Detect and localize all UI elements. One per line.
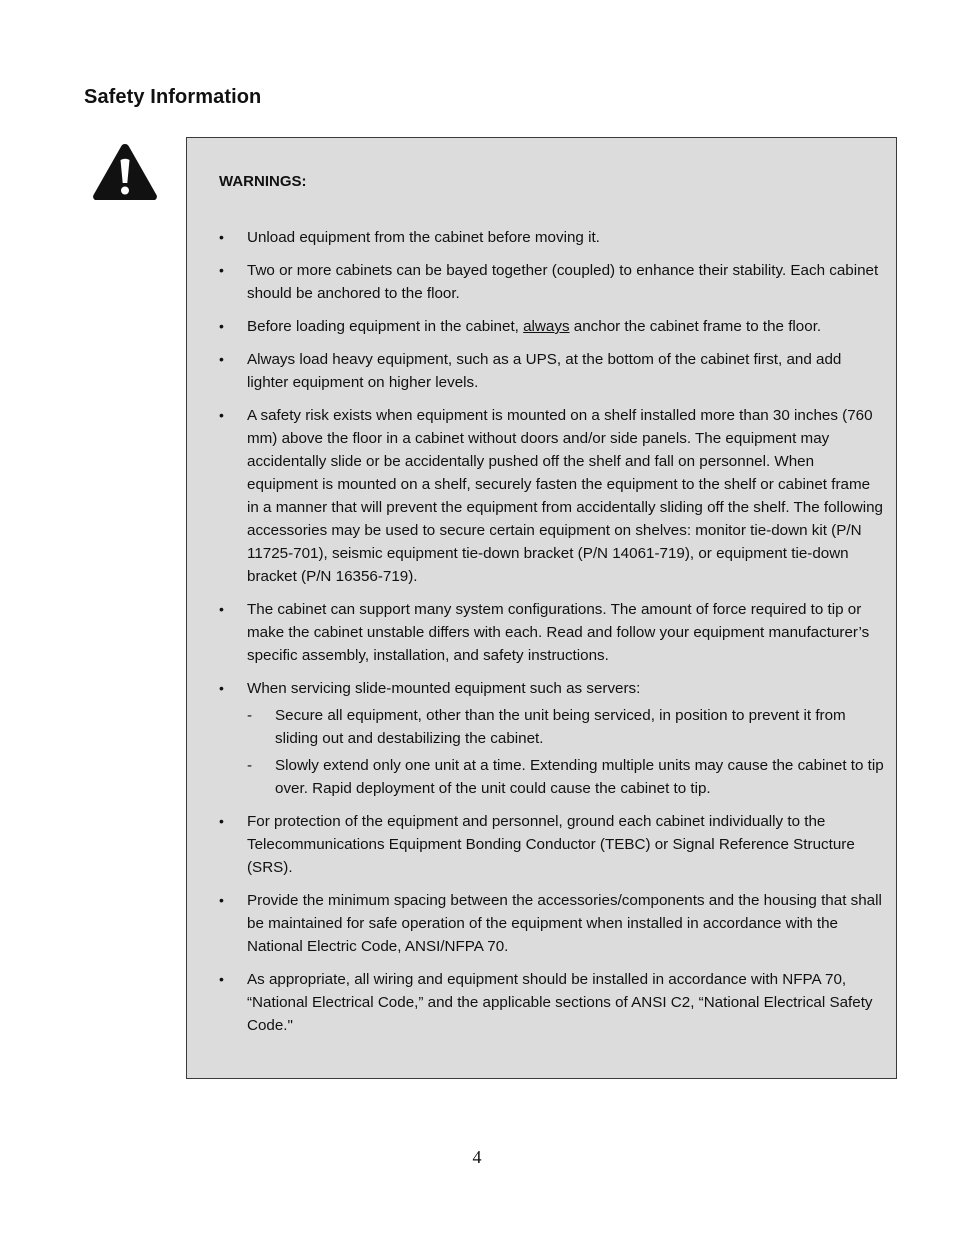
warning-text: Two or more cabinets can be bayed together (coupled) to enhance their stability. Each cabinet should be anchored to the floor. — [247, 262, 879, 302]
page-number: 4 — [472, 1147, 482, 1167]
warning-sub-item — [247, 704, 886, 750]
bullet-icon: • — [219, 601, 224, 617]
dash-icon: - — [247, 757, 253, 774]
warning-sub-item — [247, 754, 886, 800]
warning-text: As appropriate, all wiring and equipment should be installed in accordance with NFPA 70, “National Electrical Code,” and the applicable sections of ANSI C2, “National Electrical Safety Code." — [247, 971, 873, 1034]
page-title: Safety Information — [84, 86, 262, 108]
warning-text: The cabinet can support many system configurations. The amount of force required to tip or make the cabinet unstable differs with each. Read and follow your equipment manufacturer’s specific assembly, installation, and safety instructions. — [247, 601, 870, 664]
warning-text: A safety risk exists when equipment is mounted on a shelf installed more than 30 inches (760 mm) above the floor in a cabinet without doors and/or side panels. The equipment may accidentally slide or be accidentally pushed off the shelf and fall on personnel. When equipment is mounted on a shelf, securely fasten the equipment to the shelf or cabinet frame in a manner that will prevent the equipment from accidentally sliding off the shelf. The following accessories may be used to secure certain equipment on shelves: monitor tie-down kit (P/N 11725-701), seismic equipment tie-down bracket (P/N 14061-719), or equipment tie-down bracket (P/N 16356-719). — [247, 407, 883, 585]
warning-text: Unload equipment from the cabinet before moving it. — [247, 229, 600, 246]
warnings-box — [186, 137, 897, 1079]
warning-item — [219, 315, 886, 338]
warning-text: Provide the minimum spacing between the accessories/components and the housing that shall be maintained for safe operation of the equipment when installed in accordance with the National Electric Code, ANSI/NFPA 70. — [247, 892, 882, 955]
warning-sub-text: Slowly extend only one unit at a time. Extending multiple units may cause the cabinet to tip over. Rapid deployment of the unit could cause the cabinet to tip. — [275, 757, 884, 797]
warning-item — [219, 259, 886, 305]
bullet-icon: • — [219, 971, 224, 987]
warning-text: Always load heavy equipment, such as a UPS, at the bottom of the cabinet first, and add lighter equipment on higher levels. — [247, 351, 842, 391]
warning-triangle-icon — [90, 141, 160, 203]
warning-text: When servicing slide-mounted equipment such as servers: — [247, 680, 641, 697]
bullet-icon: • — [219, 318, 224, 334]
warning-item — [219, 810, 886, 879]
bullet-icon: • — [219, 813, 224, 829]
warning-item — [219, 348, 886, 394]
warning-text-after: anchor the cabinet frame to the floor. — [569, 318, 822, 335]
warning-item — [219, 404, 886, 588]
bullet-icon: • — [219, 407, 224, 423]
bullet-icon: • — [219, 262, 224, 278]
warning-item — [219, 677, 886, 800]
warning-text: For protection of the equipment and personnel, ground each cabinet individually to the Telecommunications Equipment Bonding Conductor (TEBC) or Signal Reference Structure (SRS). — [247, 813, 855, 876]
dash-icon: - — [247, 707, 253, 724]
warnings-title: WARNINGS: — [219, 173, 307, 190]
bullet-icon: • — [219, 351, 224, 367]
warning-item — [219, 968, 886, 1037]
warning-text-before: Before loading equipment in the cabinet, — [247, 318, 524, 335]
warnings-list — [219, 226, 886, 1037]
bullet-icon: • — [219, 680, 224, 696]
bullet-icon: • — [219, 229, 224, 245]
warning-sub-list — [247, 704, 886, 800]
bullet-icon: • — [219, 892, 224, 908]
warning-sub-text: Secure all equipment, other than the unit being serviced, in position to prevent it from sliding out and destabilizing the cabinet. — [275, 707, 846, 747]
warning-item — [219, 889, 886, 958]
warning-emphasis: always — [523, 318, 570, 335]
warning-item — [219, 598, 886, 667]
warning-item — [219, 226, 886, 249]
